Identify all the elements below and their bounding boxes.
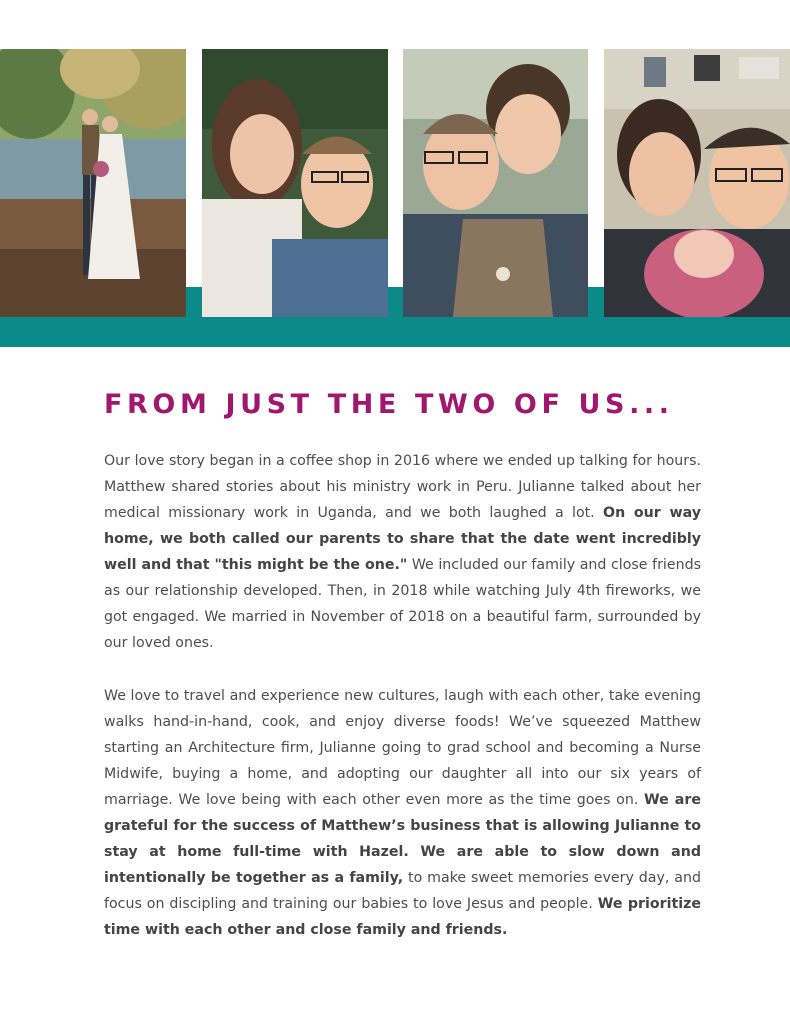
- paragraph-text: We love to travel and experience new cultures, laugh with each other, take evening walks hand-in-hand, cook, and enjoy diverse foods! We’ve squeezed Matthew starting an Architecture firm, Julianne going to grad school and becoming a Nurse Midwife, buying a home, and adopting our daughter all into our six years of marriage. We love being with each other even more as the time goes on.: [104, 688, 701, 808]
- life-together-paragraph: [104, 683, 701, 943]
- wedding-lake-photo: [0, 49, 186, 317]
- paragraph-text: to make sweet memories every day, and focus on discipling and training our babies to love Jesus and people.: [104, 870, 701, 912]
- paragraph-bold-text: On our way home, we both called our parents to share that the date went incredibly well and that "this might be the one.": [104, 505, 701, 573]
- paragraph-bold-text: We prioritize time with each other and close family and friends.: [104, 896, 702, 938]
- paragraph-text: We included our family and close friends as our relationship developed. Then, in 2018 while watching July 4th fireworks, we got engaged. We married in November of 2018 on a beautiful farm, surrounded by our loved ones.: [104, 557, 701, 651]
- couple-newborn-photo: [604, 49, 790, 317]
- couple-smiling-photo: [202, 49, 388, 317]
- love-story-paragraph: [104, 448, 701, 656]
- paragraph-bold-text: We are grateful for the success of Matthew’s business that is allowing Julianne to stay at home full-time with Hazel. We are able to slow down and intentionally be together as a family,: [104, 792, 701, 886]
- page-title: FROM JUST THE TWO OF US...: [104, 389, 674, 420]
- couple-embracing-photo: [403, 49, 588, 317]
- paragraph-text: Our love story began in a coffee shop in 2016 where we ended up talking for hours. Matthew shared stories about his ministry work in Peru. Julianne talked about her medical missionary work in Uganda, and we both laughed a lot.: [104, 453, 701, 521]
